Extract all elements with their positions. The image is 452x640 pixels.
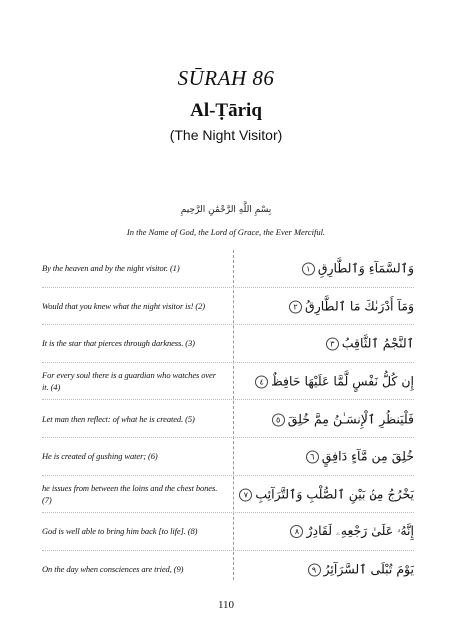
surah-number: SŪRAH 86 [177, 66, 275, 90]
verse-arabic [246, 562, 414, 577]
verse-english: By the heaven and by the night visitor. (1) [42, 263, 180, 274]
verse-english: He is created of gushing water; (6) [42, 451, 158, 462]
verse-row [42, 513, 414, 551]
verse-english: he issues from between the loins and the chest bones. (7) [42, 482, 218, 505]
verse-arabic-text: إِنَّهُۥ عَلَىٰ رَجْعِهِۦ لَقَادِرٌ [306, 523, 414, 539]
ayah-number-marker: ٨ [290, 525, 303, 538]
verse-row [42, 476, 414, 514]
verse-arabic-text: وَمَآ أَدْرَىٰكَ مَا ٱلطَّارِقُ [305, 298, 414, 314]
basmala-english: In the Name of God, the Lord of Grace, the Ever Merciful. [126, 227, 326, 237]
verse-arabic-text: يَخْرُجُ مِنۢ بَيْنِ ٱلصُّلْبِ وَٱلتَّرَآئِبِ [255, 486, 414, 502]
surah-meaning: (The Night Visitor) [169, 127, 283, 143]
ayah-number-marker: ٣ [326, 338, 339, 351]
verse-arabic-text: فَلْيَنظُرِ ٱلْإِنسَـٰنُ مِمَّ خُلِقَ [287, 411, 414, 427]
verse-arabic [246, 411, 414, 426]
verse-english: God is well able to bring him back [to life]. (8) [42, 526, 198, 537]
verse-arabic [243, 486, 414, 502]
basmala-arabic: بِسْمِ اللَّهِ الرَّحْمَٰنِ الرَّحِيمِ [180, 205, 272, 215]
ayah-number-marker: ٢ [289, 300, 302, 313]
verse-arabic [246, 449, 414, 464]
ayah-number-marker: ٧ [239, 488, 252, 501]
verse-arabic-text: وَٱلسَّمَآءِ وَٱلطَّارِقِ [317, 260, 414, 276]
verse-english: Would that you knew what the night visitor is! (2) [42, 300, 206, 311]
verse-arabic-text: خُلِقَ مِن مَّآءٍ دَافِقٍ [321, 448, 414, 464]
verse-arabic-text: إِن كُلُّ نَفْسٍ لَّمَّا عَلَيْهَا حَافِظٌ [271, 373, 414, 389]
ayah-number-marker: ٤ [255, 376, 268, 389]
verse-english: Let man then reflect: of what he is created. (5) [42, 413, 195, 424]
verse-table [42, 250, 414, 587]
verse-english: For every soul there is a guardian who watches over it. (4) [42, 370, 216, 393]
verse-row [42, 551, 414, 588]
verse-row [42, 250, 414, 288]
verse-row [42, 325, 414, 363]
ayah-number-marker: ٩ [308, 564, 321, 577]
verse-row [42, 400, 414, 438]
verse-row [42, 438, 414, 476]
verse-english: It is the star that pierces through darkness. (3) [42, 338, 195, 349]
verse-arabic [246, 523, 414, 539]
verse-english: On the day when consciences are tried, (9) [42, 564, 184, 575]
ayah-number-marker: ٥ [272, 413, 285, 426]
verse-arabic [246, 298, 414, 313]
ayah-number-marker: ٦ [306, 451, 319, 464]
ayah-number-marker: ١ [302, 263, 315, 276]
surah-name: Al-Ṭāriq [190, 100, 262, 121]
page-number: 110 [217, 599, 235, 611]
verse-arabic-text: ٱلنَّجْمُ ٱلثَّاقِبُ [341, 335, 414, 351]
verse-row [42, 288, 414, 326]
verse-arabic [246, 374, 414, 389]
verse-row [42, 363, 414, 401]
verse-arabic [246, 261, 414, 276]
verse-arabic-text: يَوْمَ تُبْلَى ٱلسَّرَآئِرُ [323, 561, 414, 577]
verse-arabic [246, 336, 414, 351]
